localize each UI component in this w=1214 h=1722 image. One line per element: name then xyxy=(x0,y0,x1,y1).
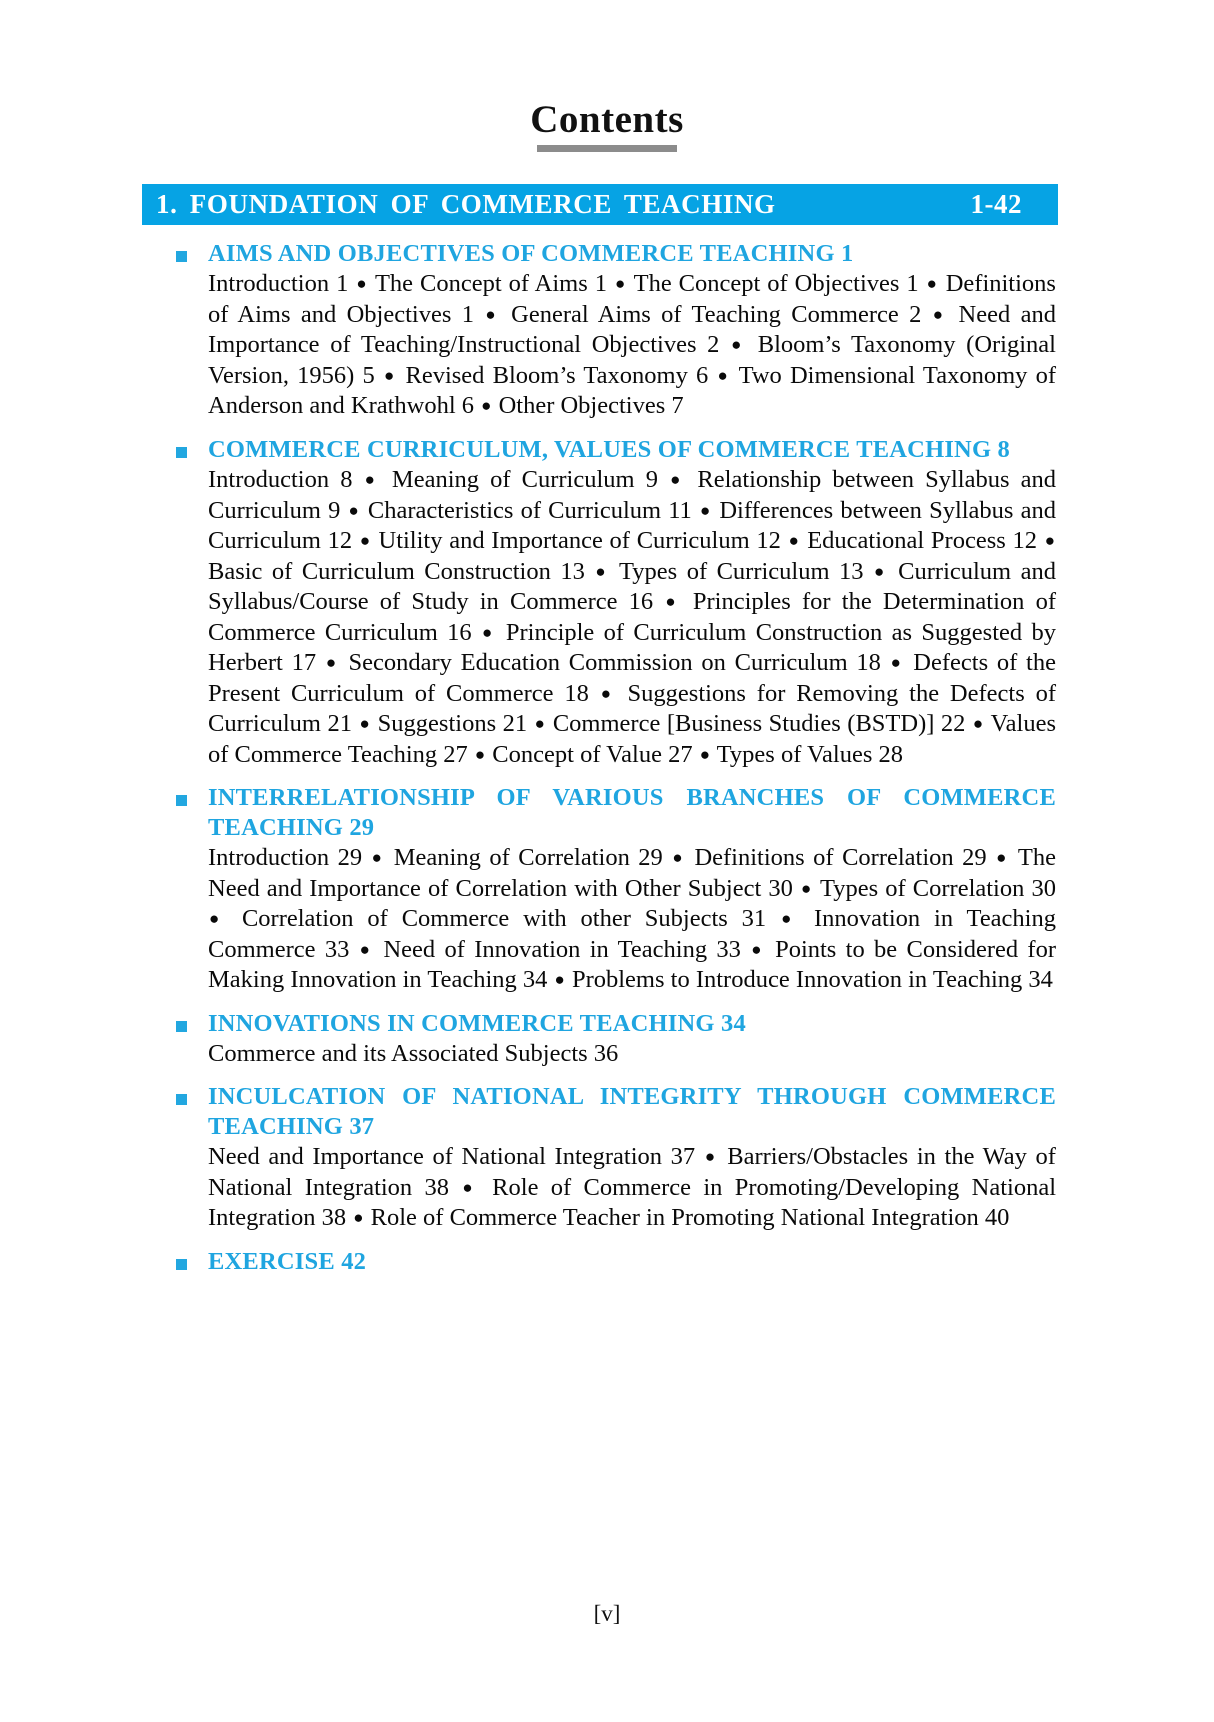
square-bullet-icon xyxy=(176,1259,187,1270)
separator-bullet-icon: ● xyxy=(932,304,948,324)
square-bullet-icon xyxy=(176,1021,187,1032)
separator-bullet-icon: ● xyxy=(781,909,800,929)
section-entry[interactable] xyxy=(176,1082,1056,1233)
section-entry[interactable] xyxy=(176,783,1056,995)
square-bullet-icon xyxy=(176,1094,187,1105)
separator-bullet-icon: ● xyxy=(1044,531,1055,551)
square-bullet-icon xyxy=(176,795,187,806)
separator-bullet-icon: ● xyxy=(751,939,765,959)
section-heading[interactable]: INNOVATIONS IN COMMERCE TEACHING 34 xyxy=(208,1009,746,1037)
separator-bullet-icon: ● xyxy=(383,365,397,385)
section-list xyxy=(176,225,1056,1276)
section-heading[interactable]: INCULCATION OF NATIONAL INTEGRITY THROUGH COMMERCE TEACHING 37 xyxy=(208,1083,1056,1140)
square-bullet-icon xyxy=(176,251,187,262)
separator-bullet-icon: ● xyxy=(665,592,681,612)
separator-bullet-icon: ● xyxy=(462,1177,479,1197)
section-entry[interactable] xyxy=(176,1247,1056,1276)
separator-bullet-icon: ● xyxy=(371,848,385,868)
separator-bullet-icon: ● xyxy=(482,622,496,642)
section-subtopics: Introduction 29 ● Meaning of Correlation 29 ● Definitions of Correlation 29 ● The Need and Importance of Correlation with Other Subject 30 ● Types of Correlation 30 ● Correlation of Commerce with other Subjects 31 ● Innovation in Teaching Commerce 33 ● Need of Innovation in Teaching 33 ● Points to be Considered for Making Innovation in Teaching 34 ● Problems to Introduce Innovation in Teaching 34 xyxy=(208,844,1056,994)
separator-bullet-icon: ● xyxy=(359,939,374,959)
separator-bullet-icon: ● xyxy=(699,500,712,520)
separator-bullet-icon: ● xyxy=(595,561,609,581)
separator-bullet-icon: ● xyxy=(874,561,888,581)
section-heading[interactable]: INTERRELATIONSHIP OF VARIOUS BRANCHES OF COMMERCE TEACHING 29 xyxy=(208,784,1056,841)
separator-bullet-icon: ● xyxy=(474,744,486,764)
separator-bullet-icon: ● xyxy=(972,714,984,734)
title-underline-rule xyxy=(537,145,677,152)
separator-bullet-icon: ● xyxy=(359,531,371,551)
separator-bullet-icon: ● xyxy=(801,878,813,898)
separator-bullet-icon: ● xyxy=(614,274,627,294)
square-bullet-icon xyxy=(176,447,187,458)
separator-bullet-icon: ● xyxy=(996,848,1009,868)
separator-bullet-icon: ● xyxy=(670,470,686,490)
separator-bullet-icon: ● xyxy=(788,531,800,551)
separator-bullet-icon: ● xyxy=(481,396,492,416)
separator-bullet-icon: ● xyxy=(699,744,710,764)
separator-bullet-icon: ● xyxy=(348,500,360,520)
section-subtopics: Commerce and its Associated Subjects 36 xyxy=(208,1039,619,1067)
separator-bullet-icon: ● xyxy=(731,335,747,355)
separator-bullet-icon: ● xyxy=(359,714,371,734)
separator-bullet-icon: ● xyxy=(600,683,616,703)
section-entry[interactable] xyxy=(176,239,1056,422)
separator-bullet-icon: ● xyxy=(353,1208,364,1228)
separator-bullet-icon: ● xyxy=(926,274,938,294)
separator-bullet-icon: ● xyxy=(325,653,339,673)
separator-bullet-icon: ● xyxy=(672,848,685,868)
section-subtopics: Introduction 1 ● The Concept of Aims 1 ● The Concept of Objectives 1 ● Definitions of Aims and Objectives 1 ● General Aims of Teaching Commerce 2 ● Need and Importance of Teaching/Instructional Objectives 2 ● Bloom’s Taxonomy (Original Version, 1956) 5 ● Revised Bloom’s Taxonomy 6 ● Two Dimensional Taxonomy of Anderson and Krathwohl 6 ● Other Objectives 7 xyxy=(208,270,1056,420)
separator-bullet-icon: ● xyxy=(554,970,565,990)
separator-bullet-icon: ● xyxy=(534,714,546,734)
chapter-title: 1. FOUNDATION OF COMMERCE TEACHING xyxy=(156,189,776,219)
section-subtopics: Need and Importance of National Integration 37 ● Barriers/Obstacles in the Way of National Integration 38 ● Role of Commerce in Promoting/Developing National Integration 38 ● Role of Commerce Teacher in Promoting National Integration 40 xyxy=(208,1143,1056,1232)
section-heading[interactable]: COMMERCE CURRICULUM, VALUES OF COMMERCE TEACHING 8 xyxy=(208,435,1010,463)
separator-bullet-icon: ● xyxy=(485,304,500,324)
section-entry[interactable] xyxy=(176,1009,1056,1070)
section-subtopics: Introduction 8 ● Meaning of Curriculum 9 ● Relationship between Syllabus and Curriculum 9 ● Characteristics of Curriculum 11 ● Differences between Syllabus and Curriculum 12 ● Utility and Importance of Curriculum 12 ● Educational Process 12 ● Basic of Curriculum Construction 13 ● Types of Curriculum 13 ● Curriculum and Syllabus/Course of Study in Commerce 16 ● Principles for the Determination of Commerce Curriculum 16 ● Principle of Curriculum Construction as Suggested by Herbert 17 ● Secondary Education Commission on Curriculum 18 ● Defects of the Present Curriculum of Commerce 18 ● Suggestions for Removing the Defects of Curriculum 21 ● Suggestions 21 ● Commerce [Business Studies (BSTD)] 22 ● Values of Commerce Teaching 27 ● Concept of Value 27 ● Types of Values 28 xyxy=(208,466,1056,768)
separator-bullet-icon: ● xyxy=(717,365,730,385)
separator-bullet-icon: ● xyxy=(704,1147,718,1167)
chapter-header-bar[interactable] xyxy=(142,184,1058,225)
separator-bullet-icon: ● xyxy=(890,653,904,673)
separator-bullet-icon: ● xyxy=(364,470,380,490)
page-title: Contents xyxy=(530,98,684,141)
page-folio-number: [v] xyxy=(593,1601,621,1626)
chapter-page-range: 1-42 xyxy=(970,189,1022,219)
section-heading[interactable]: AIMS AND OBJECTIVES OF COMMERCE TEACHING 1 xyxy=(208,240,854,267)
separator-bullet-icon: ● xyxy=(356,274,368,294)
page-title-block xyxy=(0,0,1214,152)
section-entry[interactable] xyxy=(176,435,1056,770)
separator-bullet-icon: ● xyxy=(209,909,228,929)
section-heading[interactable]: EXERCISE 42 xyxy=(208,1247,367,1275)
